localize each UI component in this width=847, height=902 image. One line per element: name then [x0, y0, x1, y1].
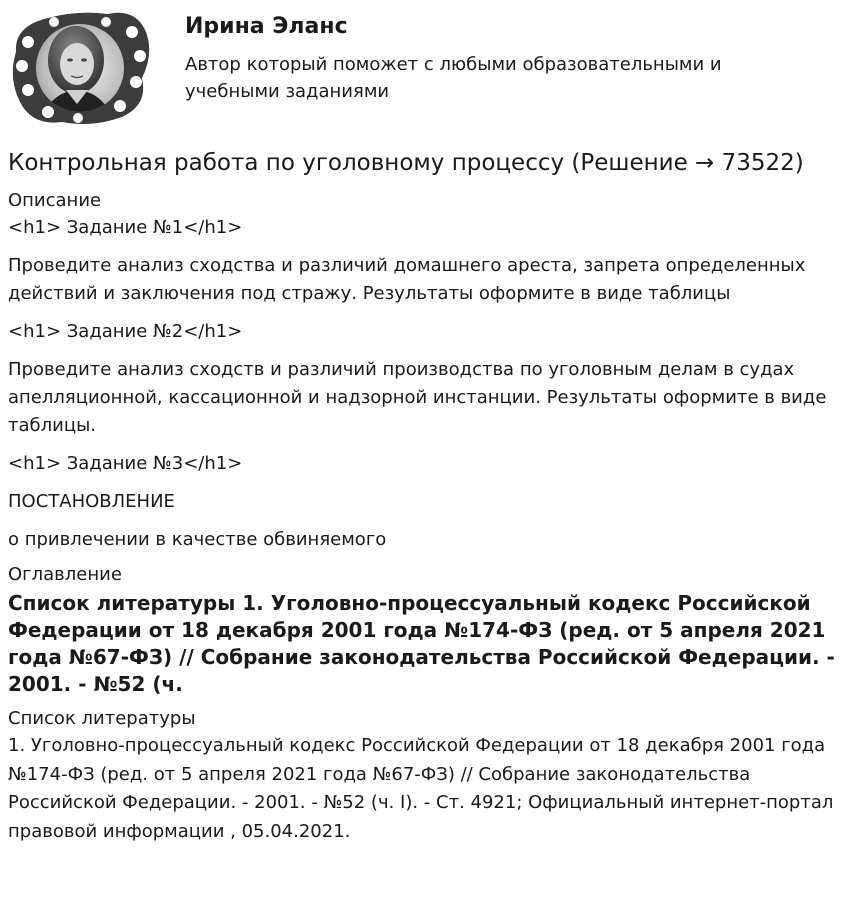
task2-text: Проведите анализ сходств и различий производства по уголовным делам в судах апелляционной, кассационной и надзорной инстанции. Результаты оформите в виде таблицы.	[8, 359, 827, 436]
task1-heading: <h1> Задание №1</h1>	[8, 217, 243, 238]
toc-label: Оглавление	[8, 564, 122, 585]
task3-heading: <h1> Задание №3</h1>	[8, 453, 243, 474]
author-name[interactable]: Ирина Эланс	[185, 14, 348, 39]
resolution-title: ПОСТАНОВЛЕНИЕ	[8, 491, 175, 512]
author-description: Автор который поможет с любыми образовательными и учебными заданиями	[185, 54, 722, 102]
references-section	[8, 706, 840, 846]
toc-text: Список литературы 1. Уголовно-процессуальный кодекс Российской Федерации от 18 декабря 2001 года №174-ФЗ (ред. от 5 апреля 2021 года №67-ФЗ) // Собрание законодательства Российской Федерации. - 2001. - №52 (ч.	[8, 591, 835, 696]
page-title: Контрольная работа по уголовному процессу (Решение → 73522)	[8, 150, 804, 176]
task2-heading: <h1> Задание №2</h1>	[8, 321, 243, 342]
references-label: Список литературы	[8, 708, 196, 729]
reference-item: 1. Уголовно-процессуальный кодекс Российской Федерации от 18 декабря 2001 года №174-ФЗ (ред. от 5 апреля 2021 года №67-ФЗ) // Собрание законодательства Российской Федерации. - 2001. - №52 (ч. I). - Ст. 4921; Официальный интернет-портал правовой информации , 05.04.2021.	[8, 735, 834, 842]
author-header	[8, 8, 838, 128]
task1-text: Проведите анализ сходства и различий домашнего ареста, запрета определенных действий и заключения под стражу. Результаты оформите в виде таблицы	[8, 255, 806, 304]
author-avatar[interactable]	[8, 8, 153, 126]
document-content	[8, 188, 840, 846]
author-photo-film-frame-icon	[8, 8, 153, 126]
description-label: Описание	[8, 190, 102, 211]
resolution-subtitle: о привлечении в качестве обвиняемого	[8, 529, 387, 550]
